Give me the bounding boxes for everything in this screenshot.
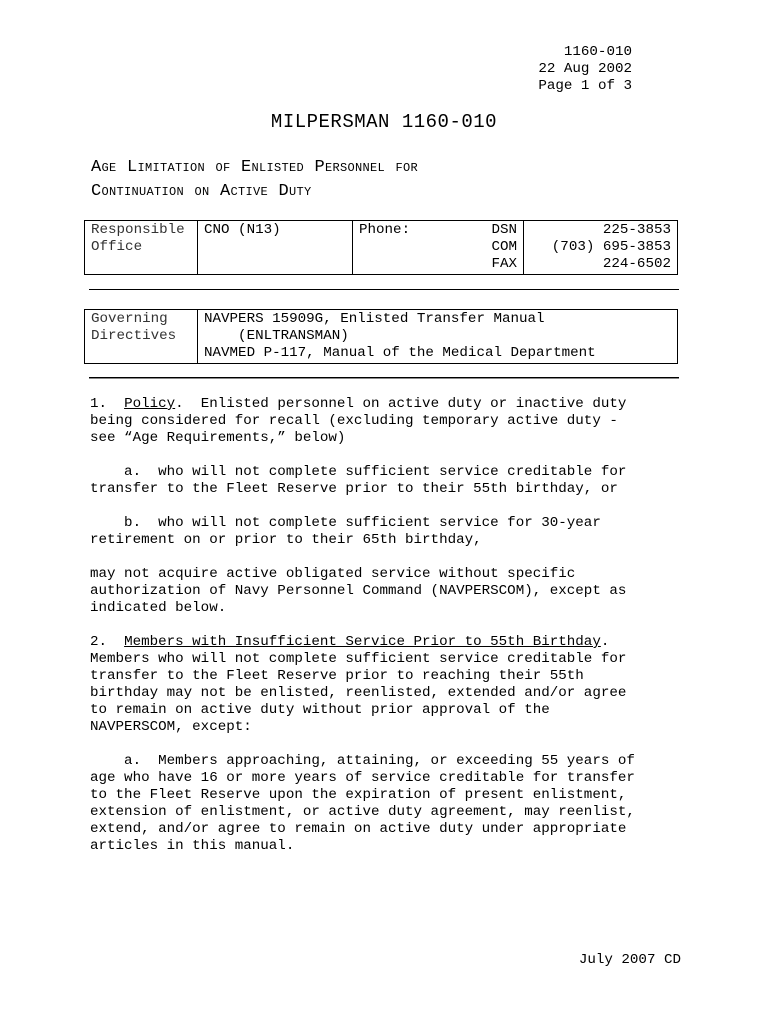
subtitle-line-1: Age Limitation of Enlisted Personnel for [91,158,419,177]
phone-number-fax: 224-6502 [602,256,671,272]
doc-number: 1160-010 [563,44,632,60]
section-1-heading: Policy [124,396,176,412]
section-1-closing-line-3: indicated below. [90,600,227,616]
directives-label-line-2: Directives [91,328,177,344]
section-1-heading-tail: . Enlisted personnel on active duty or inactive duty [175,396,627,412]
office-label-line-1: Responsible [91,222,185,238]
directive-line-1: NAVPERS 15909G, Enlisted Transfer Manual [204,311,545,327]
phone-numbers-cell [524,221,678,275]
section-2-item-a-line-6: articles in this manual. [90,838,295,854]
section-1-number: 1. [90,396,125,412]
page-footer: July 2007 CD [578,952,681,968]
directives-list-cell [198,310,678,364]
section-2-item-a-line-2: age who have 16 or more years of service creditable for transfer [90,770,635,786]
phone-type-dsn: DSN [491,222,517,238]
document-body [90,396,690,855]
phone-cell [353,221,524,275]
section-1-closing-line-1: may not acquire active obligated service without specific [90,566,576,582]
office-value-cell: CNO (N13) [198,221,353,275]
section-2-item-a-line-1: a. Members approaching, attaining, or exceeding 55 years of [90,753,635,769]
directives-label-cell [85,310,198,364]
phone-type-fax: FAX [491,256,517,272]
directive-line-3: NAVMED P-117, Manual of the Medical Department [204,345,596,361]
page-title: MILPERSMAN 1160-010 [270,111,498,133]
section-1-item-b-line-2: retirement on or prior to their 65th birthday, [90,532,482,548]
section-1-item-b-line-1: b. who will not complete sufficient service for 30-year [90,515,601,531]
section-2-line-2: Members who will not complete sufficient service creditable for [90,651,627,667]
divider-2 [89,377,679,378]
section-2-heading-tail: . [600,634,610,650]
phone-type-com: COM [491,239,517,255]
section-2-line-4: birthday may not be enlisted, reenlisted, extended and/or agree [90,685,627,701]
page-indicator: Page 1 of 3 [538,78,632,94]
office-label-cell [85,221,198,275]
section-2-line-6: NAVPERSCOM, except: [90,719,252,735]
section-1-item-a-line-2: transfer to the Fleet Reserve prior to their 55th birthday, or [90,481,618,497]
section-2-line-3: transfer to the Fleet Reserve prior to reaching their 55th [90,668,584,684]
section-2-item-a-line-5: extend, and/or agree to remain on active duty under appropriate [90,821,627,837]
phone-number-com: (703) 695-3853 [551,239,671,255]
directives-label-line-1: Governing [91,311,168,327]
section-1-item-a-line-1: a. who will not complete sufficient service creditable for [90,464,627,480]
document-header [538,44,632,95]
section-1-line-3: see “Age Requirements,” below) [90,430,346,446]
phone-label: Phone: [359,222,411,238]
office-label-line-2: Office [91,239,143,255]
section-2-item-a-line-4: extension of enlistment, or active duty agreement, may reenlist, [90,804,635,820]
section-2-item-a-line-3: to the Fleet Reserve upon the expiration of present enlistment, [90,787,627,803]
governing-directives-table [84,309,678,364]
responsible-office-table [84,220,678,275]
section-1-first-line [90,396,690,413]
section-1-closing-line-2: authorization of Navy Personnel Command (NAVPERSCOM), except as [90,583,627,599]
phone-number-dsn: 225-3853 [602,222,671,238]
section-2-heading: Members with Insufficient Service Prior to 55th Birthday [124,634,601,650]
divider-1 [89,289,679,290]
document-subtitle [91,156,418,204]
section-2-first-line [90,634,690,651]
section-1-line-2: being considered for recall (excluding temporary active duty - [90,413,618,429]
section-2-line-5: to remain on active duty without prior approval of the [90,702,550,718]
directive-line-2: (ENLTRANSMAN) [204,328,349,344]
doc-date: 22 Aug 2002 [538,61,632,77]
section-2-number: 2. [90,634,125,650]
subtitle-line-2: Continuation on Active Duty [91,182,312,201]
